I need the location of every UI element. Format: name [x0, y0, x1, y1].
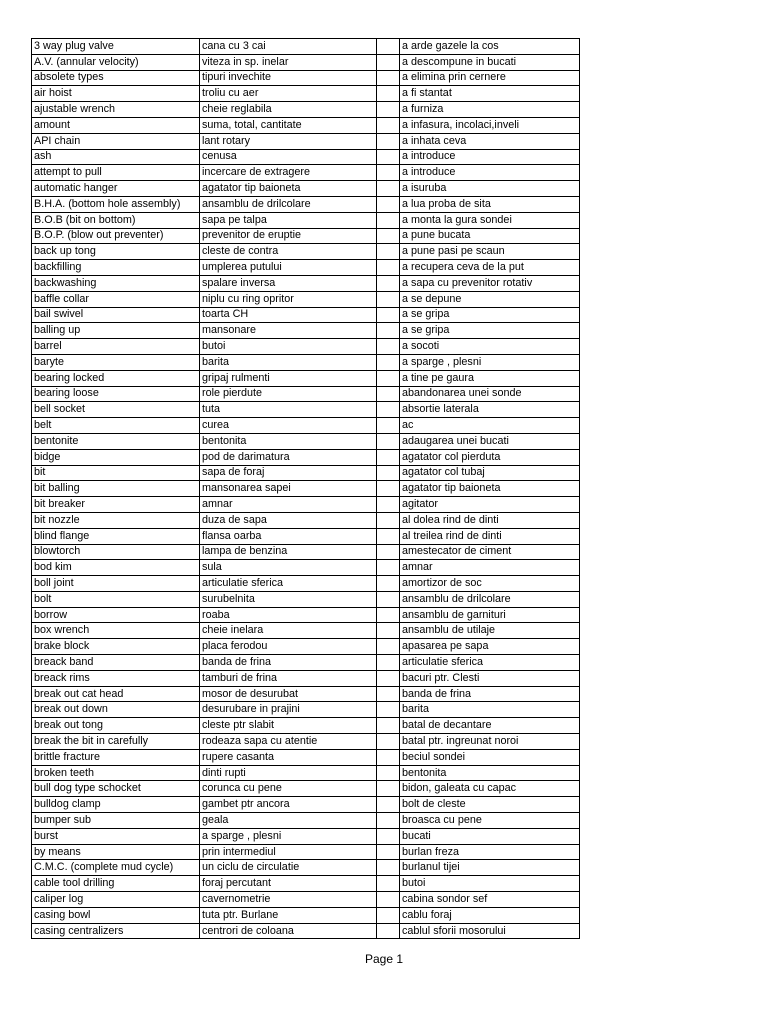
- table-row: [32, 828, 580, 844]
- blank-cell: [377, 497, 400, 513]
- english-term-cell: bearing loose: [32, 386, 200, 402]
- romanian-term-cell: broasca cu pene: [400, 813, 580, 829]
- english-term-cell: brittle fracture: [32, 749, 200, 765]
- table-row: [32, 607, 580, 623]
- romanian-term-cell: beciul sondei: [400, 749, 580, 765]
- romanian-term-cell: amortizor de soc: [400, 576, 580, 592]
- english-term-cell: broken teeth: [32, 765, 200, 781]
- english-term-cell: baryte: [32, 354, 200, 370]
- blank-cell: [377, 39, 400, 55]
- romanian-translation-cell: cleste de contra: [200, 244, 377, 260]
- romanian-term-cell: a arde gazele la cos: [400, 39, 580, 55]
- romanian-term-cell: ansamblu de utilaje: [400, 623, 580, 639]
- blank-cell: [377, 623, 400, 639]
- blank-cell: [377, 560, 400, 576]
- table-row: [32, 670, 580, 686]
- romanian-translation-cell: centrori de coloana: [200, 923, 377, 939]
- romanian-translation-cell: surubelnita: [200, 591, 377, 607]
- english-term-cell: barrel: [32, 339, 200, 355]
- table-row: [32, 576, 580, 592]
- romanian-translation-cell: sapa de foraj: [200, 465, 377, 481]
- blank-cell: [377, 749, 400, 765]
- english-term-cell: B.O.B (bit on bottom): [32, 212, 200, 228]
- romanian-term-cell: a socoti: [400, 339, 580, 355]
- romanian-translation-cell: placa ferodou: [200, 639, 377, 655]
- romanian-term-cell: amestecator de ciment: [400, 544, 580, 560]
- english-term-cell: box wrench: [32, 623, 200, 639]
- table-row: [32, 497, 580, 513]
- romanian-term-cell: batal de decantare: [400, 718, 580, 734]
- romanian-translation-cell: cenusa: [200, 149, 377, 165]
- blank-cell: [377, 339, 400, 355]
- romanian-term-cell: a sapa cu prevenitor rotativ: [400, 275, 580, 291]
- romanian-translation-cell: viteza in sp. inelar: [200, 54, 377, 70]
- blank-cell: [377, 165, 400, 181]
- table-row: [32, 181, 580, 197]
- romanian-term-cell: adaugarea unei bucati: [400, 433, 580, 449]
- table-row: [32, 260, 580, 276]
- blank-cell: [377, 323, 400, 339]
- table-row: [32, 623, 580, 639]
- blank-cell: [377, 607, 400, 623]
- table-row: [32, 639, 580, 655]
- table-row: [32, 591, 580, 607]
- romanian-translation-cell: a sparge , plesni: [200, 828, 377, 844]
- blank-cell: [377, 86, 400, 102]
- english-term-cell: bolt: [32, 591, 200, 607]
- romanian-term-cell: a lua proba de sita: [400, 196, 580, 212]
- table-row: [32, 512, 580, 528]
- blank-cell: [377, 244, 400, 260]
- table-row: [32, 386, 580, 402]
- table-row: [32, 892, 580, 908]
- blank-cell: [377, 670, 400, 686]
- romanian-term-cell: a infasura, incolaci,inveli: [400, 117, 580, 133]
- romanian-term-cell: a se gripa: [400, 323, 580, 339]
- english-term-cell: bod kim: [32, 560, 200, 576]
- romanian-term-cell: ansamblu de garnituri: [400, 607, 580, 623]
- blank-cell: [377, 828, 400, 844]
- english-term-cell: bulldog clamp: [32, 797, 200, 813]
- glossary-table-body: [32, 39, 580, 939]
- blank-cell: [377, 149, 400, 165]
- blank-cell: [377, 102, 400, 118]
- romanian-translation-cell: tamburi de frina: [200, 670, 377, 686]
- table-row: [32, 876, 580, 892]
- blank-cell: [377, 528, 400, 544]
- blank-cell: [377, 117, 400, 133]
- romanian-translation-cell: lant rotary: [200, 133, 377, 149]
- romanian-term-cell: a recupera ceva de la put: [400, 260, 580, 276]
- romanian-term-cell: a se gripa: [400, 307, 580, 323]
- romanian-term-cell: agitator: [400, 497, 580, 513]
- english-term-cell: bit nozzle: [32, 512, 200, 528]
- romanian-term-cell: a se depune: [400, 291, 580, 307]
- table-row: [32, 860, 580, 876]
- table-row: [32, 54, 580, 70]
- romanian-term-cell: agatator col tubaj: [400, 465, 580, 481]
- romanian-translation-cell: roaba: [200, 607, 377, 623]
- table-row: [32, 418, 580, 434]
- romanian-term-cell: amnar: [400, 560, 580, 576]
- table-row: [32, 291, 580, 307]
- english-term-cell: by means: [32, 844, 200, 860]
- english-term-cell: bentonite: [32, 433, 200, 449]
- romanian-term-cell: ac: [400, 418, 580, 434]
- blank-cell: [377, 133, 400, 149]
- romanian-translation-cell: tuta ptr. Burlane: [200, 907, 377, 923]
- table-row: [32, 844, 580, 860]
- english-term-cell: breack band: [32, 655, 200, 671]
- blank-cell: [377, 465, 400, 481]
- blank-cell: [377, 576, 400, 592]
- romanian-translation-cell: cavernometrie: [200, 892, 377, 908]
- table-row: [32, 117, 580, 133]
- english-term-cell: A.V. (annular velocity): [32, 54, 200, 70]
- romanian-term-cell: a isuruba: [400, 181, 580, 197]
- romanian-translation-cell: agatator tip baioneta: [200, 181, 377, 197]
- english-term-cell: automatic hanger: [32, 181, 200, 197]
- romanian-translation-cell: pod de darimatura: [200, 449, 377, 465]
- romanian-translation-cell: umplerea putului: [200, 260, 377, 276]
- table-row: [32, 749, 580, 765]
- romanian-translation-cell: spalare inversa: [200, 275, 377, 291]
- table-row: [32, 765, 580, 781]
- english-term-cell: absolete types: [32, 70, 200, 86]
- table-row: [32, 275, 580, 291]
- english-term-cell: backfilling: [32, 260, 200, 276]
- romanian-translation-cell: amnar: [200, 497, 377, 513]
- romanian-translation-cell: mosor de desurubat: [200, 686, 377, 702]
- romanian-term-cell: bolt de cleste: [400, 797, 580, 813]
- romanian-term-cell: a introduce: [400, 165, 580, 181]
- blank-cell: [377, 54, 400, 70]
- romanian-translation-cell: tipuri invechite: [200, 70, 377, 86]
- english-term-cell: cable tool drilling: [32, 876, 200, 892]
- blank-cell: [377, 923, 400, 939]
- glossary-table: [31, 38, 580, 939]
- romanian-term-cell: a inhata ceva: [400, 133, 580, 149]
- romanian-translation-cell: geala: [200, 813, 377, 829]
- table-row: [32, 686, 580, 702]
- english-term-cell: C.M.C. (complete mud cycle): [32, 860, 200, 876]
- blank-cell: [377, 275, 400, 291]
- english-term-cell: baffle collar: [32, 291, 200, 307]
- table-row: [32, 923, 580, 939]
- blank-cell: [377, 433, 400, 449]
- blank-cell: [377, 655, 400, 671]
- table-row: [32, 449, 580, 465]
- romanian-term-cell: a pune pasi pe scaun: [400, 244, 580, 260]
- english-term-cell: B.O.P. (blow out preventer): [32, 228, 200, 244]
- romanian-translation-cell: articulatie sferica: [200, 576, 377, 592]
- blank-cell: [377, 418, 400, 434]
- blank-cell: [377, 718, 400, 734]
- blank-cell: [377, 892, 400, 908]
- romanian-term-cell: a descompune in bucati: [400, 54, 580, 70]
- table-row: [32, 481, 580, 497]
- blank-cell: [377, 844, 400, 860]
- romanian-term-cell: bentonita: [400, 765, 580, 781]
- blank-cell: [377, 512, 400, 528]
- table-row: [32, 354, 580, 370]
- blank-cell: [377, 354, 400, 370]
- english-term-cell: bit balling: [32, 481, 200, 497]
- table-row: [32, 907, 580, 923]
- page-number: Page 1: [364, 952, 404, 966]
- romanian-translation-cell: niplu cu ring opritor: [200, 291, 377, 307]
- english-term-cell: bearing locked: [32, 370, 200, 386]
- romanian-term-cell: a introduce: [400, 149, 580, 165]
- blank-cell: [377, 196, 400, 212]
- blank-cell: [377, 228, 400, 244]
- table-row: [32, 133, 580, 149]
- romanian-translation-cell: un ciclu de circulatie: [200, 860, 377, 876]
- romanian-term-cell: apasarea pe sapa: [400, 639, 580, 655]
- table-row: [32, 781, 580, 797]
- english-term-cell: backwashing: [32, 275, 200, 291]
- english-term-cell: break the bit in carefully: [32, 734, 200, 750]
- blank-cell: [377, 370, 400, 386]
- english-term-cell: belt: [32, 418, 200, 434]
- blank-cell: [377, 402, 400, 418]
- blank-cell: [377, 907, 400, 923]
- english-term-cell: B.H.A. (bottom hole assembly): [32, 196, 200, 212]
- romanian-term-cell: barita: [400, 702, 580, 718]
- table-row: [32, 560, 580, 576]
- romanian-translation-cell: incercare de extragere: [200, 165, 377, 181]
- english-term-cell: boll joint: [32, 576, 200, 592]
- romanian-translation-cell: banda de frina: [200, 655, 377, 671]
- english-term-cell: brake block: [32, 639, 200, 655]
- english-term-cell: caliper log: [32, 892, 200, 908]
- english-term-cell: API chain: [32, 133, 200, 149]
- romanian-term-cell: bidon, galeata cu capac: [400, 781, 580, 797]
- romanian-term-cell: abandonarea unei sonde: [400, 386, 580, 402]
- english-term-cell: blowtorch: [32, 544, 200, 560]
- blank-cell: [377, 449, 400, 465]
- romanian-translation-cell: prevenitor de eruptie: [200, 228, 377, 244]
- table-row: [32, 86, 580, 102]
- english-term-cell: 3 way plug valve: [32, 39, 200, 55]
- romanian-term-cell: a sparge , plesni: [400, 354, 580, 370]
- romanian-translation-cell: prin intermediul: [200, 844, 377, 860]
- english-term-cell: break out tong: [32, 718, 200, 734]
- romanian-term-cell: a furniza: [400, 102, 580, 118]
- romanian-term-cell: bucati: [400, 828, 580, 844]
- romanian-translation-cell: mansonarea sapei: [200, 481, 377, 497]
- romanian-translation-cell: curea: [200, 418, 377, 434]
- romanian-translation-cell: cheie inelara: [200, 623, 377, 639]
- blank-cell: [377, 639, 400, 655]
- table-row: [32, 196, 580, 212]
- romanian-term-cell: articulatie sferica: [400, 655, 580, 671]
- romanian-term-cell: al treilea rind de dinti: [400, 528, 580, 544]
- romanian-translation-cell: rodeaza sapa cu atentie: [200, 734, 377, 750]
- english-term-cell: borrow: [32, 607, 200, 623]
- table-row: [32, 797, 580, 813]
- table-row: [32, 323, 580, 339]
- blank-cell: [377, 813, 400, 829]
- english-term-cell: ash: [32, 149, 200, 165]
- romanian-translation-cell: mansonare: [200, 323, 377, 339]
- romanian-term-cell: banda de frina: [400, 686, 580, 702]
- romanian-translation-cell: flansa oarba: [200, 528, 377, 544]
- blank-cell: [377, 686, 400, 702]
- romanian-translation-cell: gambet ptr ancora: [200, 797, 377, 813]
- english-term-cell: break out down: [32, 702, 200, 718]
- english-term-cell: bell socket: [32, 402, 200, 418]
- romanian-term-cell: a monta la gura sondei: [400, 212, 580, 228]
- english-term-cell: back up tong: [32, 244, 200, 260]
- english-term-cell: bull dog type schocket: [32, 781, 200, 797]
- english-term-cell: balling up: [32, 323, 200, 339]
- table-row: [32, 370, 580, 386]
- blank-cell: [377, 797, 400, 813]
- table-row: [32, 102, 580, 118]
- blank-cell: [377, 291, 400, 307]
- blank-cell: [377, 876, 400, 892]
- english-term-cell: bumper sub: [32, 813, 200, 829]
- romanian-term-cell: a elimina prin cernere: [400, 70, 580, 86]
- romanian-term-cell: burlanul tijei: [400, 860, 580, 876]
- blank-cell: [377, 544, 400, 560]
- romanian-term-cell: agatator col pierduta: [400, 449, 580, 465]
- romanian-term-cell: a pune bucata: [400, 228, 580, 244]
- blank-cell: [377, 702, 400, 718]
- english-term-cell: bit breaker: [32, 497, 200, 513]
- english-term-cell: casing bowl: [32, 907, 200, 923]
- blank-cell: [377, 386, 400, 402]
- romanian-translation-cell: dinti rupti: [200, 765, 377, 781]
- romanian-translation-cell: sapa pe talpa: [200, 212, 377, 228]
- english-term-cell: blind flange: [32, 528, 200, 544]
- romanian-translation-cell: tuta: [200, 402, 377, 418]
- table-row: [32, 339, 580, 355]
- table-row: [32, 718, 580, 734]
- romanian-translation-cell: bentonita: [200, 433, 377, 449]
- english-term-cell: break out cat head: [32, 686, 200, 702]
- table-row: [32, 212, 580, 228]
- blank-cell: [377, 181, 400, 197]
- english-term-cell: attempt to pull: [32, 165, 200, 181]
- romanian-term-cell: cablul sforii mosorului: [400, 923, 580, 939]
- table-row: [32, 813, 580, 829]
- english-term-cell: bit: [32, 465, 200, 481]
- romanian-term-cell: butoi: [400, 876, 580, 892]
- blank-cell: [377, 765, 400, 781]
- blank-cell: [377, 591, 400, 607]
- blank-cell: [377, 481, 400, 497]
- romanian-term-cell: bacuri ptr. Clesti: [400, 670, 580, 686]
- table-row: [32, 39, 580, 55]
- romanian-term-cell: a fi stantat: [400, 86, 580, 102]
- romanian-term-cell: burlan freza: [400, 844, 580, 860]
- english-term-cell: ajustable wrench: [32, 102, 200, 118]
- blank-cell: [377, 781, 400, 797]
- table-row: [32, 734, 580, 750]
- romanian-translation-cell: gripaj rulmenti: [200, 370, 377, 386]
- english-term-cell: breack rims: [32, 670, 200, 686]
- table-row: [32, 244, 580, 260]
- blank-cell: [377, 860, 400, 876]
- romanian-translation-cell: sula: [200, 560, 377, 576]
- romanian-translation-cell: ansamblu de drilcolare: [200, 196, 377, 212]
- romanian-translation-cell: toarta CH: [200, 307, 377, 323]
- english-term-cell: casing centralizers: [32, 923, 200, 939]
- table-row: [32, 528, 580, 544]
- romanian-translation-cell: cleste ptr slabit: [200, 718, 377, 734]
- table-row: [32, 402, 580, 418]
- table-row: [32, 307, 580, 323]
- romanian-translation-cell: lampa de benzina: [200, 544, 377, 560]
- table-row: [32, 544, 580, 560]
- romanian-translation-cell: foraj percutant: [200, 876, 377, 892]
- romanian-term-cell: agatator tip baioneta: [400, 481, 580, 497]
- romanian-term-cell: cabina sondor sef: [400, 892, 580, 908]
- english-term-cell: amount: [32, 117, 200, 133]
- blank-cell: [377, 734, 400, 750]
- blank-cell: [377, 70, 400, 86]
- english-term-cell: bail swivel: [32, 307, 200, 323]
- table-row: [32, 465, 580, 481]
- romanian-term-cell: a tine pe gaura: [400, 370, 580, 386]
- romanian-term-cell: ansamblu de drilcolare: [400, 591, 580, 607]
- blank-cell: [377, 307, 400, 323]
- table-row: [32, 433, 580, 449]
- table-row: [32, 149, 580, 165]
- romanian-translation-cell: corunca cu pene: [200, 781, 377, 797]
- romanian-translation-cell: cana cu 3 cai: [200, 39, 377, 55]
- table-row: [32, 702, 580, 718]
- blank-cell: [377, 260, 400, 276]
- blank-cell: [377, 212, 400, 228]
- romanian-translation-cell: troliu cu aer: [200, 86, 377, 102]
- romanian-translation-cell: barita: [200, 354, 377, 370]
- english-term-cell: air hoist: [32, 86, 200, 102]
- table-row: [32, 165, 580, 181]
- romanian-translation-cell: cheie reglabila: [200, 102, 377, 118]
- romanian-translation-cell: rupere casanta: [200, 749, 377, 765]
- romanian-translation-cell: duza de sapa: [200, 512, 377, 528]
- romanian-term-cell: absortie laterala: [400, 402, 580, 418]
- romanian-translation-cell: butoi: [200, 339, 377, 355]
- romanian-term-cell: al dolea rind de dinti: [400, 512, 580, 528]
- romanian-translation-cell: desurubare in prajini: [200, 702, 377, 718]
- romanian-translation-cell: suma, total, cantitate: [200, 117, 377, 133]
- table-row: [32, 70, 580, 86]
- romanian-term-cell: cablu foraj: [400, 907, 580, 923]
- table-row: [32, 655, 580, 671]
- english-term-cell: bidge: [32, 449, 200, 465]
- romanian-translation-cell: role pierdute: [200, 386, 377, 402]
- romanian-term-cell: batal ptr. ingreunat noroi: [400, 734, 580, 750]
- english-term-cell: burst: [32, 828, 200, 844]
- table-row: [32, 228, 580, 244]
